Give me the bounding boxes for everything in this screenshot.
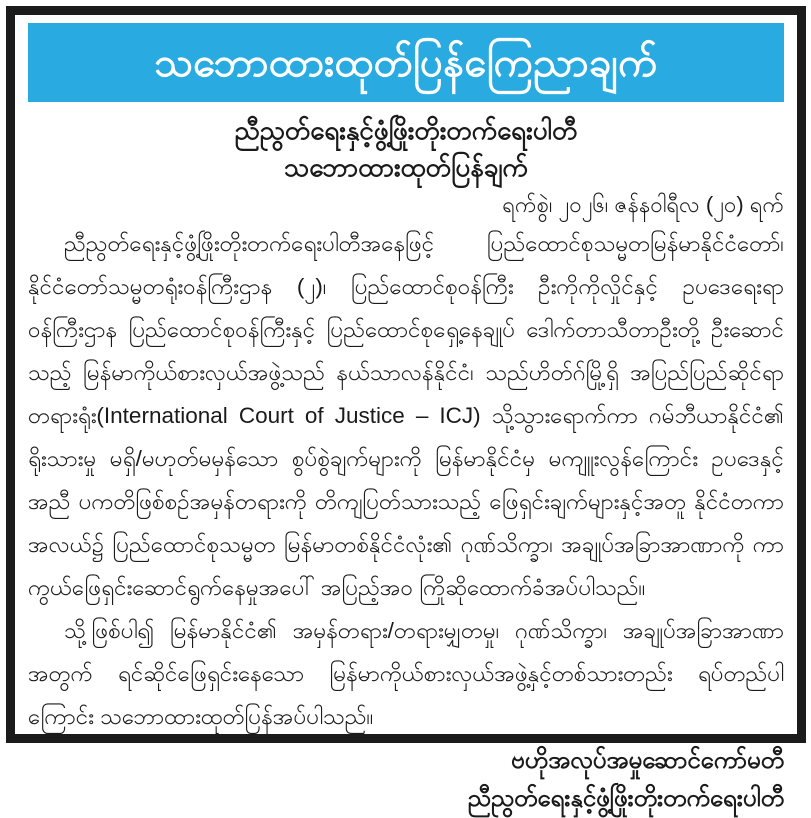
paragraph-2: သို့ဖြစ်ပါ၍ မြန်မာနိုင်ငံ၏ အမှန်တရား/တရားမျှတမှု၊ ဂုဏ်သိက္ခာ၊ အချုပ်အခြာအာဏာအတွက် ရင်ဆိုင်ဖြေရှင်းနေသော မြန်မာကိုယ်စားလှယ်အဖွဲ့နှင့်တစ်သားတည်း ရပ်တည်ပါကြောင်း သဘောထားထုတ်ပြန်အပ်ပါသည်။ <box>28 618 784 729</box>
statement-body <box>28 222 784 738</box>
banner-title: သဘောထားထုတ်ပြန်ကြေညာချက် <box>154 40 658 85</box>
document-content <box>15 15 797 812</box>
signature-block <box>28 742 784 818</box>
title-banner <box>28 23 784 102</box>
signature-party-name: ညီညွတ်ရေးနှင့်ဖွံ့ဖြိုးတိုးတက်ရေးပါတီ <box>467 785 784 812</box>
paragraph-1: ညီညွတ်ရေးနှင့်ဖွံ့ဖြိုးတိုးတက်ရေးပါတီအနေဖြင့် ပြည်ထောင်စုသမ္မတမြန်မာနိုင်ငံတော်၊ နိုင်ငံတော်သမ္မတရုံးဝန်ကြီးဌာန (၂)၊ ပြည်ထောင်စုဝန်ကြီး ဦးကိုကိုလှိုင်နှင့် ဥပဒေရေးရာဝန်ကြီးဌာန ပြည်ထောင်စုဝန်ကြီးနှင့် ပြည်ထောင်စုရှေ့နေချုပ် ဒေါက်တာသီတာဦးတို့ ဦးဆောင်သည့် မြန်မာကိုယ်စားလှယ်အဖွဲ့သည် နယ်သာလန်နိုင်ငံ၊ သည်ဟိတ်ဂ်မြို့ရှိ အပြည်ပြည်ဆိုင်ရာတရားရုံး(International Court of Justice – ICJ) သို့သွားရောက်ကာ ဂမ်ဘီယာနိုင်ငံ၏ ရိုးသားမှု မရှိ/မဟုတ်မမှန်သော စွပ်စွဲချက်များကို မြန်မာနိုင်ငံမှ မကျူးလွန်ကြောင်း ဥပဒေနှင့်အညီ ပကတိဖြစ်စဉ်အမှန်တရားကို တိကျပြတ်သားသည့် ဖြေရှင်းချက်များနှင့်အတူ နိုင်ငံတကာအလယ်၌ ပြည်ထောင်စုသမ္မတ မြန်မာတစ်နိုင်ငံလုံး၏ ဂုဏ်သိက္ခာ၊ အချုပ်အခြာအာဏာကို ကာကွယ်ဖြေရှင်းဆောင်ရွက်နေမှုအပေါ် အပြည့်အဝ ကြိုဆိုထောက်ခံအပ်ပါသည်။ <box>28 231 784 600</box>
signature-committee: ဗဟိုအလုပ်အမှုဆောင်ကော်မတီ <box>510 747 784 774</box>
date-line: ရက်စွဲ၊ ၂၀၂၆၊ ဇန်နဝါရီလ (၂၀) ရက် <box>502 192 784 217</box>
statement-title-heading: သဘောထားထုတ်ပြန်ချက် <box>284 152 528 182</box>
party-name-heading: ညီညွတ်ရေးနှင့်ဖွံ့ဖြိုးတိုးတက်ရေးပါတီ <box>234 115 578 145</box>
